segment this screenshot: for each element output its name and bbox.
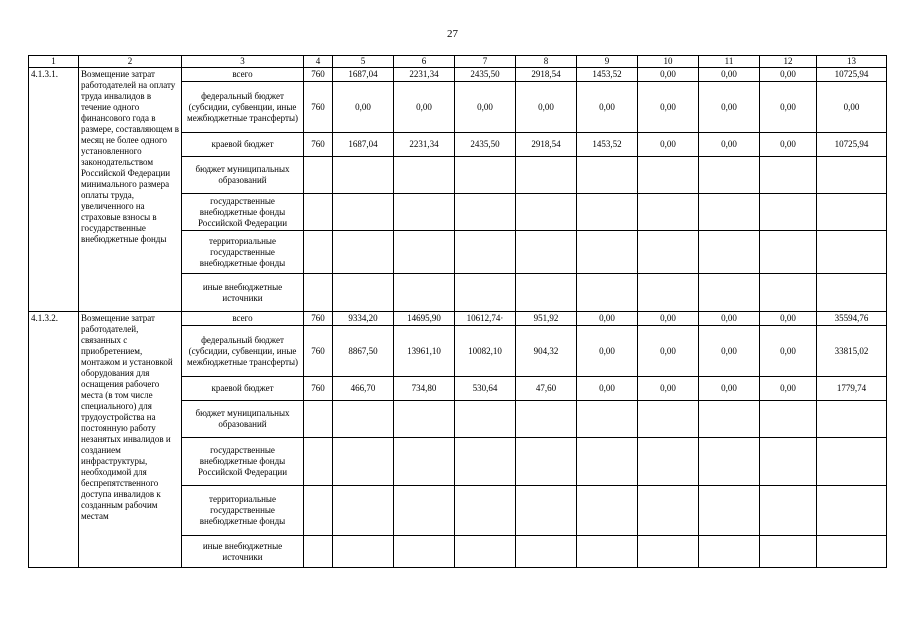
value-cell: 1687,04 — [333, 68, 394, 82]
value-cell: 2435,50 — [455, 133, 516, 157]
value-cell — [304, 157, 333, 194]
column-number: 11 — [699, 56, 760, 68]
value-cell: 904,32 — [516, 326, 577, 377]
value-cell: 1687,04 — [333, 133, 394, 157]
value-cell: 1779,74 — [817, 377, 887, 401]
value-cell: 0,00 — [760, 133, 817, 157]
value-cell: 0,00 — [638, 312, 699, 326]
value-cell — [455, 194, 516, 231]
value-cell — [455, 401, 516, 438]
value-cell — [516, 401, 577, 438]
value-cell: 0,00 — [699, 312, 760, 326]
value-cell: 0,00 — [699, 377, 760, 401]
funding-source: федеральный бюджет (субсидии, субвенции, иные межбюджетные трансферты) — [182, 326, 304, 377]
value-cell — [304, 438, 333, 486]
value-cell: 1453,52 — [577, 133, 638, 157]
value-cell — [577, 401, 638, 438]
measure-description: Возмещение затрат работодателей, связанных с приобретением, монтажом и установкой оборудования для оснащения рабочего места (в том числе специального) для трудоустройства на постоянную работу незанятых инвалидов и созданием инфраструктуры, необходимой для беспрепятственного доступа инвалидов к созданным рабочим местам — [79, 312, 182, 568]
value-cell — [304, 486, 333, 536]
value-cell — [638, 194, 699, 231]
value-cell — [394, 194, 455, 231]
value-cell: 951,92 — [516, 312, 577, 326]
value-cell — [699, 438, 760, 486]
value-cell: 0,00 — [638, 133, 699, 157]
value-cell — [638, 536, 699, 568]
value-cell: 734,80 — [394, 377, 455, 401]
value-cell: 1453,52 — [577, 68, 638, 82]
value-cell — [333, 194, 394, 231]
value-cell: 760 — [304, 312, 333, 326]
value-cell: 0,00 — [577, 326, 638, 377]
value-cell — [455, 438, 516, 486]
value-cell: 10612,74· — [455, 312, 516, 326]
value-cell: 0,00 — [699, 326, 760, 377]
value-cell — [638, 486, 699, 536]
column-number: 13 — [817, 56, 887, 68]
value-cell — [817, 536, 887, 568]
value-cell — [455, 274, 516, 312]
column-number: 12 — [760, 56, 817, 68]
value-cell — [577, 157, 638, 194]
column-number: 10 — [638, 56, 699, 68]
value-cell — [699, 536, 760, 568]
value-cell — [760, 438, 817, 486]
value-cell — [699, 274, 760, 312]
value-cell — [817, 231, 887, 274]
funding-source: краевой бюджет — [182, 377, 304, 401]
measure-code: 4.1.3.1. — [29, 68, 79, 312]
value-cell: 0,00 — [455, 82, 516, 133]
value-cell — [304, 401, 333, 438]
value-cell — [817, 194, 887, 231]
value-cell — [638, 231, 699, 274]
page-number: 27 — [447, 28, 458, 40]
funding-source: краевой бюджет — [182, 133, 304, 157]
value-cell — [638, 157, 699, 194]
value-cell — [333, 231, 394, 274]
value-cell — [394, 486, 455, 536]
value-cell — [304, 274, 333, 312]
value-cell — [760, 401, 817, 438]
value-cell — [577, 536, 638, 568]
value-cell: 760 — [304, 377, 333, 401]
funding-source: иные внебюджетные источники — [182, 536, 304, 568]
value-cell: 0,00 — [817, 82, 887, 133]
value-cell: 0,00 — [699, 133, 760, 157]
value-cell: 0,00 — [638, 326, 699, 377]
value-cell — [455, 486, 516, 536]
value-cell — [699, 231, 760, 274]
column-number: 5 — [333, 56, 394, 68]
value-cell — [333, 274, 394, 312]
funding-source: территориальные государственные внебюджетные фонды — [182, 486, 304, 536]
value-cell — [817, 157, 887, 194]
value-cell — [699, 157, 760, 194]
column-number: 7 — [455, 56, 516, 68]
value-cell — [577, 231, 638, 274]
value-cell — [516, 438, 577, 486]
value-cell — [638, 401, 699, 438]
value-cell: 0,00 — [394, 82, 455, 133]
value-cell — [760, 157, 817, 194]
value-cell — [699, 486, 760, 536]
value-cell: 530,64 — [455, 377, 516, 401]
value-cell: 2435,50 — [455, 68, 516, 82]
funding-source: бюджет муниципальных образований — [182, 157, 304, 194]
value-cell — [333, 536, 394, 568]
value-cell: 760 — [304, 68, 333, 82]
value-cell — [577, 194, 638, 231]
value-cell — [577, 486, 638, 536]
value-cell — [760, 536, 817, 568]
value-cell — [760, 231, 817, 274]
value-cell: 47,60 — [516, 377, 577, 401]
value-cell: 0,00 — [577, 377, 638, 401]
column-number: 1 — [29, 56, 79, 68]
value-cell — [760, 194, 817, 231]
value-cell — [516, 231, 577, 274]
table-row — [29, 312, 887, 326]
funding-source: всего — [182, 312, 304, 326]
value-cell: 0,00 — [699, 82, 760, 133]
value-cell: 0,00 — [638, 68, 699, 82]
funding-source: федеральный бюджет (субсидии, субвенции, иные межбюджетные трансферты) — [182, 82, 304, 133]
value-cell — [699, 401, 760, 438]
value-cell — [516, 536, 577, 568]
value-cell: 0,00 — [516, 82, 577, 133]
funding-source: государственные внебюджетные фонды Российской Федерации — [182, 438, 304, 486]
value-cell: 466,70 — [333, 377, 394, 401]
value-cell — [817, 274, 887, 312]
value-cell — [304, 231, 333, 274]
value-cell: 0,00 — [699, 68, 760, 82]
funding-source: всего — [182, 68, 304, 82]
value-cell: 0,00 — [333, 82, 394, 133]
value-cell — [394, 274, 455, 312]
value-cell — [516, 486, 577, 536]
value-cell: 0,00 — [638, 377, 699, 401]
value-cell — [699, 194, 760, 231]
value-cell — [455, 536, 516, 568]
value-cell — [817, 401, 887, 438]
value-cell: 10725,94 — [817, 68, 887, 82]
value-cell: 0,00 — [760, 326, 817, 377]
value-cell — [394, 401, 455, 438]
value-cell — [516, 157, 577, 194]
funding-source: территориальные государственные внебюджетные фонды — [182, 231, 304, 274]
value-cell — [760, 274, 817, 312]
value-cell: 8867,50 — [333, 326, 394, 377]
column-number: 3 — [182, 56, 304, 68]
value-cell: 2231,34 — [394, 68, 455, 82]
value-cell — [333, 157, 394, 194]
value-cell — [760, 486, 817, 536]
measure-description: Возмещение затрат работодателей на оплату труда инвалидов в течение одного финансового года в размере, составляющем в месяц не более одного установленного законодательством Российской Федерации минимального размера оплаты труда, увеличенного на страховые взносы в государственные внебюджетные фонды — [79, 68, 182, 312]
value-cell — [638, 274, 699, 312]
value-cell — [516, 194, 577, 231]
value-cell: 0,00 — [577, 82, 638, 133]
value-cell: 35594,76 — [817, 312, 887, 326]
value-cell — [304, 194, 333, 231]
value-cell: 2231,34 — [394, 133, 455, 157]
value-cell — [304, 536, 333, 568]
value-cell — [577, 274, 638, 312]
value-cell — [394, 157, 455, 194]
table-row — [29, 68, 887, 82]
measure-code: 4.1.3.2. — [29, 312, 79, 568]
value-cell: 0,00 — [760, 377, 817, 401]
value-cell — [817, 438, 887, 486]
budget-table — [28, 55, 887, 568]
value-cell: 0,00 — [760, 312, 817, 326]
column-number: 4 — [304, 56, 333, 68]
column-number: 9 — [577, 56, 638, 68]
value-cell: 760 — [304, 82, 333, 133]
value-cell — [577, 438, 638, 486]
value-cell — [394, 438, 455, 486]
value-cell: 10725,94 — [817, 133, 887, 157]
column-number-row — [29, 56, 887, 68]
column-number: 8 — [516, 56, 577, 68]
value-cell — [333, 438, 394, 486]
funding-source: государственные внебюджетные фонды Российской Федерации — [182, 194, 304, 231]
value-cell — [516, 274, 577, 312]
value-cell: 0,00 — [760, 68, 817, 82]
value-cell: 0,00 — [577, 312, 638, 326]
value-cell — [455, 231, 516, 274]
value-cell: 10082,10 — [455, 326, 516, 377]
value-cell: 33815,02 — [817, 326, 887, 377]
value-cell: 2918,54 — [516, 68, 577, 82]
value-cell — [333, 401, 394, 438]
value-cell: 13961,10 — [394, 326, 455, 377]
value-cell — [333, 486, 394, 536]
value-cell — [638, 438, 699, 486]
value-cell — [394, 231, 455, 274]
funding-source: бюджет муниципальных образований — [182, 401, 304, 438]
value-cell — [455, 157, 516, 194]
column-number: 2 — [79, 56, 182, 68]
column-number: 6 — [394, 56, 455, 68]
value-cell: 760 — [304, 326, 333, 377]
funding-source: иные внебюджетные источники — [182, 274, 304, 312]
value-cell: 0,00 — [638, 82, 699, 133]
value-cell — [817, 486, 887, 536]
value-cell — [394, 536, 455, 568]
value-cell: 9334,20 — [333, 312, 394, 326]
value-cell: 0,00 — [760, 82, 817, 133]
value-cell: 14695,90 — [394, 312, 455, 326]
value-cell: 760 — [304, 133, 333, 157]
value-cell: 2918,54 — [516, 133, 577, 157]
